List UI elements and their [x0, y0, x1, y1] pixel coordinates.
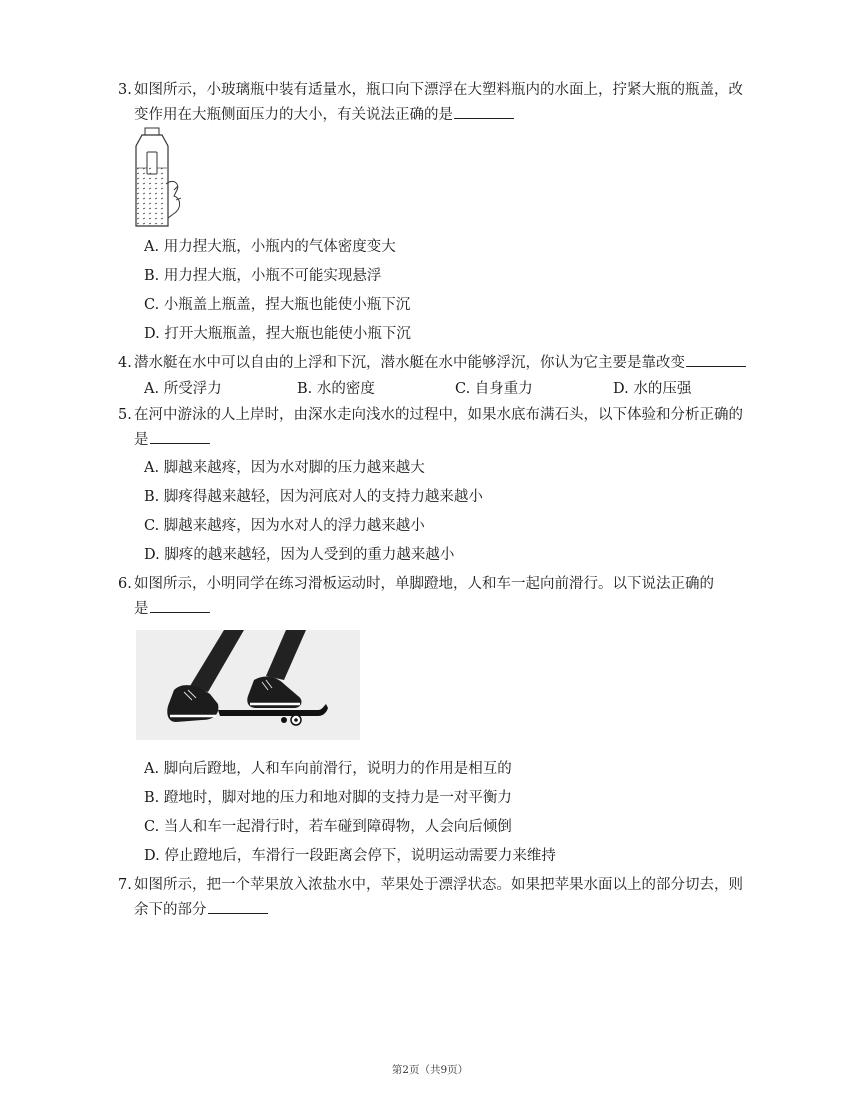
option-6c: C. 当人和车一起滑行时，若车碰到障碍物，人会向后倾倒 [144, 819, 512, 835]
answer-blank [150, 429, 210, 444]
question-4 [118, 351, 768, 376]
option-6b: B. 蹬地时，脚对地的压力和地对脚的支持力是一对平衡力 [144, 790, 512, 806]
question-text-line1: 潜水艇在水中可以自由的上浮和下沉，潜水艇在水中能够浮沉，你认为它主要是靠改变 [134, 355, 685, 371]
question-text-line1: 如图所示，把一个苹果放入浓盐水中，苹果处于漂浮状态。如果把苹果水面以上的部分切去，则 [134, 877, 743, 893]
option-3a: A. 用力捏大瓶，小瓶内的气体密度变大 [144, 239, 396, 255]
question-text-line2: 余下的部分 [134, 902, 207, 918]
page-footer: 第2页（共9页） [391, 1064, 469, 1076]
option-5c: C. 脚越来越疼，因为水对人的浮力越来越小 [144, 518, 425, 534]
skateboard-figure [136, 630, 360, 740]
option-3d: D. 打开大瓶瓶盖，捏大瓶也能使小瓶下沉 [144, 326, 411, 342]
question-text-line1: 如图所示，小明同学在练习滑板运动时，单脚蹬地，人和车一起向前滑行。以下说法正确的 [134, 576, 714, 592]
question-5 [118, 403, 768, 428]
question-number: 7. [118, 877, 132, 893]
question-number: 4. [118, 355, 132, 371]
option-5d: D. 脚疼的越来越轻，因为人受到的重力越来越小 [144, 547, 455, 563]
question-7-line2 [134, 898, 268, 923]
question-3-line2 [134, 103, 514, 128]
option-4c: C. 自身重力 [455, 381, 533, 397]
answer-blank [150, 598, 210, 613]
question-text-line1: 如图所示，小玻璃瓶中装有适量水，瓶口向下漂浮在大塑料瓶内的水面上，拧紧大瓶的瓶盖，改 [134, 82, 743, 98]
option-6d: D. 停止蹬地后，车滑行一段距离会停下，说明运动需要力来维持 [144, 848, 556, 864]
question-text-line2: 变作用在大瓶侧面压力的大小，有关说法正确的是 [134, 107, 453, 123]
answer-blank [208, 899, 268, 914]
question-number: 6. [118, 576, 132, 592]
question-6 [118, 572, 768, 597]
answer-blank [454, 104, 514, 119]
option-4d: D. 水的压强 [613, 381, 692, 397]
option-5b: B. 脚疼得越来越轻，因为河底对人的支持力越来越小 [144, 489, 483, 505]
answer-blank [686, 352, 746, 367]
option-3c: C. 小瓶盖上瓶盖，捏大瓶也能使小瓶下沉 [144, 297, 411, 313]
question-7 [118, 873, 768, 898]
question-text-line2: 是 [134, 601, 149, 617]
option-4a: A. 所受浮力 [144, 381, 222, 397]
option-3b: B. 用力捏大瓶，小瓶不可能实现悬浮 [144, 268, 382, 284]
bottle-figure [130, 126, 198, 230]
option-6a: A. 脚向后蹬地，人和车向前滑行，说明力的作用是相互的 [144, 761, 512, 777]
question-text-line1: 在河中游泳的人上岸时，由深水走向浅水的过程中，如果水底布满石头，以下体验和分析正确的 [134, 407, 743, 423]
question-5-line2 [134, 428, 210, 453]
question-3 [118, 78, 768, 103]
option-5a: A. 脚越来越疼，因为水对脚的压力越来越大 [144, 460, 425, 476]
option-4b: B. 水的密度 [297, 381, 375, 397]
question-text-line2: 是 [134, 432, 149, 448]
question-number: 3. [118, 82, 132, 98]
question-number: 5. [118, 407, 132, 423]
question-6-line2 [134, 597, 210, 622]
